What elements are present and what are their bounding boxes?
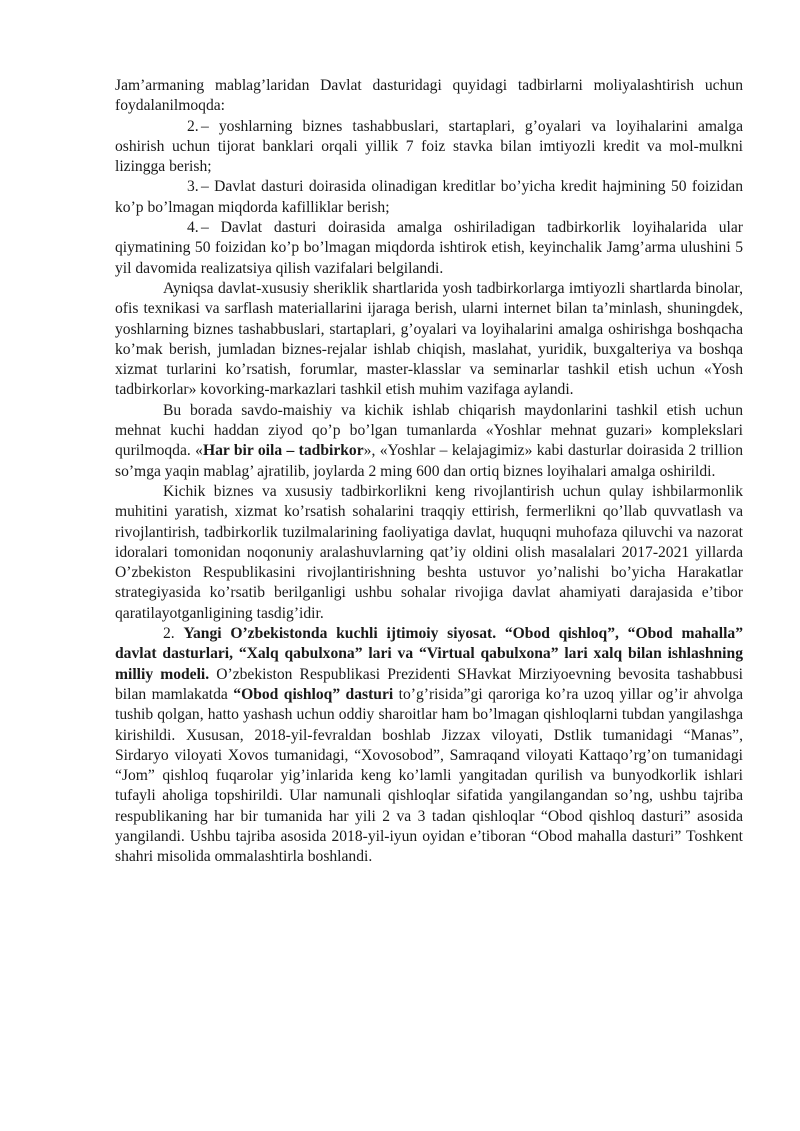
- paragraph-text: », «Yoshlar – kelajagimiz» kabi dasturlar doirasida 2 trillion so’mga yaqin mablag’ ajratilib, joylarda 2 ming 600 dan ortiq biznes loyihalari amalga oshirildi.: [115, 442, 743, 480]
- list-item-text: – Davlat dasturi doirasida olinadigan kreditlar bo’yicha kredit hajmining 50 foizidan ko’p bo’lmagan miqdorda kafilliklar berish;: [115, 178, 743, 216]
- body-paragraph-coworking: Ayniqsa davlat-xususiy sheriklik shartlarida yosh tadbirkorlarga imtiyozli shartlarda binolar, ofis texnikasi va sarflash materiallarini ijaraga berish, ularni internet bilan ta’minlash, shuningdek, yoshlarning biznes tashabbuslari, startaplari, g’oyalari va loyihalarini amalga oshirishga boshqacha ko’mak berish, jumladan biznes-rejalar ishlab chiqish, maslahat, yuridik, buxgalteriya va boshqa xizmat turlarini ko’rsatish, forumlar, master-klasslar va seminarlar tashkil etish uchun «Yosh tadbirkorlar» kovorking-markazlari tashkil etish muhim vazifaga aylandi.: [115, 279, 743, 399]
- list-item: 2. – yoshlarning biznes tashabbuslari, startaplari, g’oyalari va loyihalarini amalga oshirish uchun tijorat banklari orqali yillik 7 foiz stavka bilan imtiyozli kredit va mol-mulkni lizingga berish;: [115, 117, 743, 176]
- body-paragraph-programs: [115, 401, 743, 482]
- intro-paragraph: Jam’armaning mablag’laridan Davlat dasturidagi quyidagi tadbirlarni moliyalashtirish uchun foydalanilmoqda:: [115, 77, 743, 115]
- section-number: 2.: [163, 625, 175, 643]
- program-name-bold: “Obod qishloq” dasturi: [233, 685, 394, 703]
- document-page: [115, 76, 743, 868]
- list-item: 3. – Davlat dasturi doirasida olinadigan kreditlar bo’yicha kredit hajmining 50 foizidan ko’p bo’lmagan miqdorda kafilliklar berish;: [115, 178, 743, 216]
- section-text: to’g’risida”gi qaroriga ko’ra uzoq yillar og’ir ahvolga tushib qolgan, hatto yashash uchun oddiy sharoitlar ham bo’lmagan qishloqlarni tubdan yangilashga kirishildi. Xususan, 2018-yil-fevraldan boshlab Jizzax viloyati, Dstlik tumanidagi “Manas”, Sirdaryo viloyati Xovos tumanidagi, “Xovosobod”, Samraqand viloyati Kattaqo’rg’on tumanidagi “Jom” qishloq fuqarolar yig’inlarida keng ko’lamli yangitadan qurilish va bunyodkorlik ishlari tufayli aholiga topshirildi. Ular namunali qishloqlar sifatida yangilangandan so’ng, ushbu tajriba respublikaning har bir tumanida har yili 2 va 3 tadan qishloqlar “Obod qishloq dasturi” asosida yangilandi. Ushbu tajriba asosida 2018-yil-iyun oyidan e’tiboran “Obod mahalla dasturi” Toshkent shahri misolida ommalashtirla boshlandi.: [115, 685, 743, 866]
- section-text: O’zbekiston Respublikasi Prezidenti SHavkat Mirziyoevning bevosita tashabbusi bilan mamlakatda: [115, 665, 743, 703]
- list-item-text: – Davlat dasturi doirasida amalga oshiriladigan tadbirkorlik loyihalarida ular qiymatining 50 foizidan ko’p bo’lmagan miqdorda ishtirok etish, keyinchalik Jamg’arma ulushini 5 yil davomida realizatsiya qilish vazifalari belgilandi.: [115, 219, 743, 277]
- list-item-text: – yoshlarning biznes tashabbuslari, startaplari, g’oyalari va loyihalarini amalga oshirish uchun tijorat banklari orqali yillik 7 foiz stavka bilan imtiyozli kredit va mol-mulkni lizingga berish;: [115, 117, 743, 176]
- paragraph-text: Bu borada savdo-maishiy va kichik ishlab chiqarish maydonlarini tashkil etish uchun mehnat kuchi haddan ziyod qo’p bo’lgan tumanlarda «Yoshlar mehnat guzari» komplekslari qurilmoqda. «: [115, 401, 743, 460]
- program-name-bold: Har bir oila – tadbirkor: [202, 442, 364, 460]
- section-paragraph: [115, 624, 743, 868]
- body-paragraph-strategy: Kichik biznes va xususiy tadbirkorlikni keng rivojlantirish uchun qulay ishbilarmonlik muhitini yaratish, xizmat ko’rsatish sohalarini traqqiy ettirish, fermerlikni qo’llab quvvatlash va rivojlantirish, tadbirkorlik tuzilmalarining faoliyatiga davlat, huquqni muhofaza qiluvchi va nazorat idoralari tomonidan noqonuniy aralashuvlarning qat’iy oldini olish masalalari 2017-2021 yillarda O’zbekiston Respublikasini rivojlantirishning beshta ustuvor yo’nalishi bo’yicha Harakatlar strategiyasida ko’rsatib berilganligi ushbu sohalar rivojiga davlat ahamiyati darajasida e’tibor qaratilayotganligining tasdig’idir.: [115, 482, 743, 622]
- section-heading: Yangi O’zbekistonda kuchli ijtimoiy siyosat. “Obod qishloq”, “Obod mahalla” davlat dasturlari, “Xalq qabulxona” lari va “Virtual qabulxona” lari xalq bilan ishlashning milliy modeli.: [115, 625, 743, 683]
- list-item: 4. – Davlat dasturi doirasida amalga oshiriladigan tadbirkorlik loyihalarida ular qiymatining 50 foizidan ko’p bo’lmagan miqdorda ishtirok etish, keyinchalik Jamg’arma ulushini 5 yil davomida realizatsiya qilish vazifalari belgilandi.: [115, 219, 743, 277]
